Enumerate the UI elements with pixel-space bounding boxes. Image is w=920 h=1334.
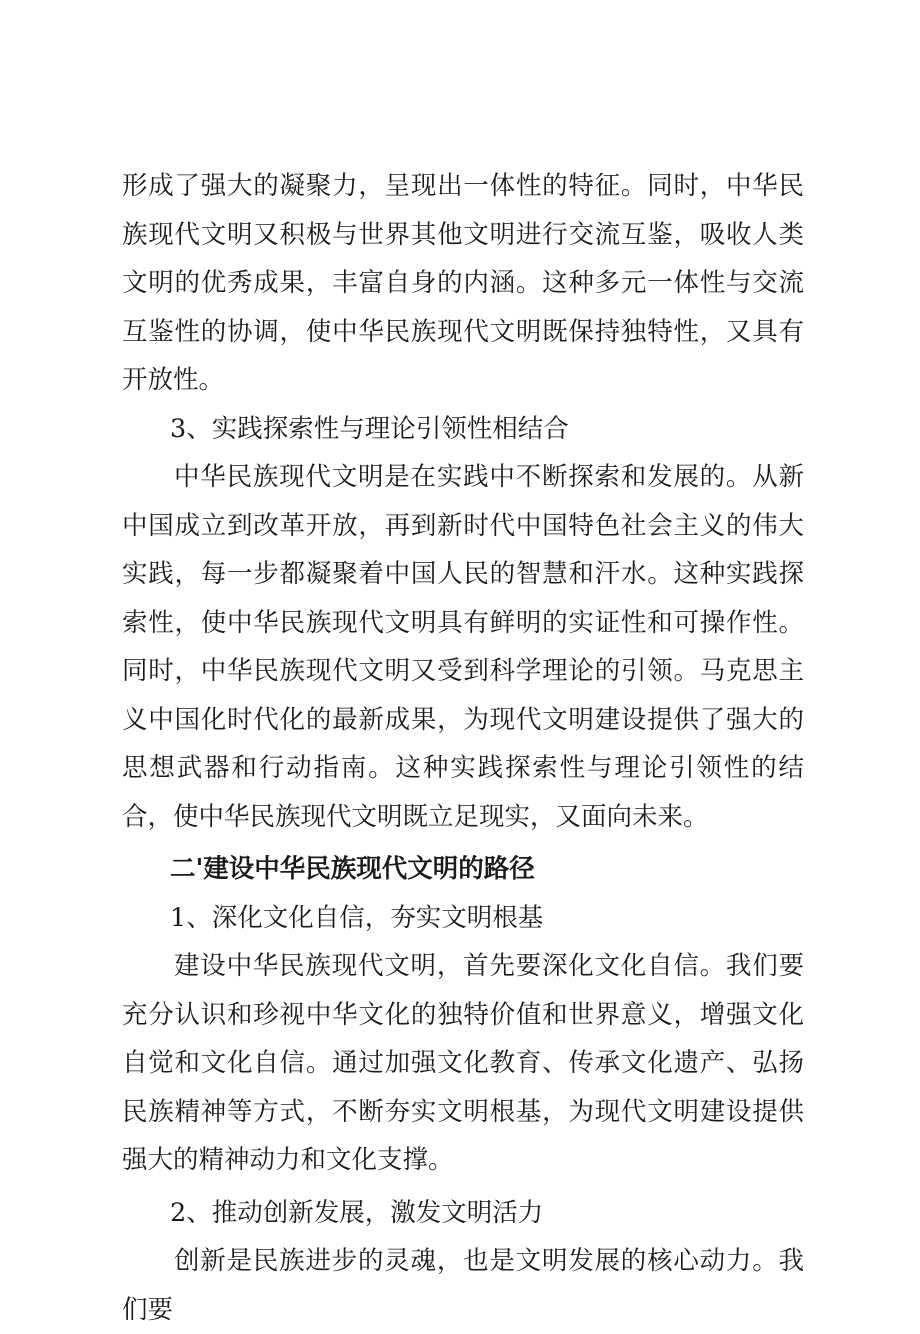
subheading-2: 2、推动创新发展，激发文明活力 bbox=[170, 1197, 544, 1228]
paragraph-cultural-confidence: 建设中华民族现代文明，首先要深化文化自信。我们要充分认识和珍视中华文化的独特价值和世界意义，增强文化自觉和文化自信。通过加强文化教育、传承文化遗产、弘扬民族精神等方式，不断夯实文明根基，为现代文明建设提供强大的精神动力和文化支撑。 bbox=[122, 951, 804, 1175]
document-body bbox=[122, 162, 804, 1334]
subheading-3: 3、实践探索性与理论引领性相结合 bbox=[170, 413, 569, 444]
paragraph-innovation: 创新是民族进步的灵魂，也是文明发展的核心动力。我们要 bbox=[122, 1246, 804, 1325]
section-heading-2: 二'建设中华民族现代文明的路径 bbox=[170, 854, 535, 884]
paragraph-continuation: 形成了强大的凝聚力，呈现出一体性的特征。同时，中华民族现代文明又积极与世界其他文明进行交流互鉴，吸收人类文明的优秀成果，丰富自身的内涵。这种多元一体性与交流互鉴性的协调，使中华民族现代文明既保持独特性，又具有开放性。 bbox=[122, 171, 804, 395]
subheading-1: 1、深化文化自信，夯实文明根基 bbox=[170, 902, 544, 933]
paragraph-practice: 中华民族现代文明是在实践中不断探索和发展的。从新中国成立到改革开放，再到新时代中国特色社会主义的伟大实践，每一步都凝聚着中国人民的智慧和汗水。这种实践探索性，使中华民族现代文明具有鲜明的实证性和可操作性。同时，中华民族现代文明又受到科学理论的引领。马克思主义中国化时代化的最新成果，为现代文明建设提供了强大的思想武器和行动指南。这种实践探索性与理论引领性的结合，使中华民族现代文明既立足现实，又面向未来。 bbox=[122, 462, 804, 832]
